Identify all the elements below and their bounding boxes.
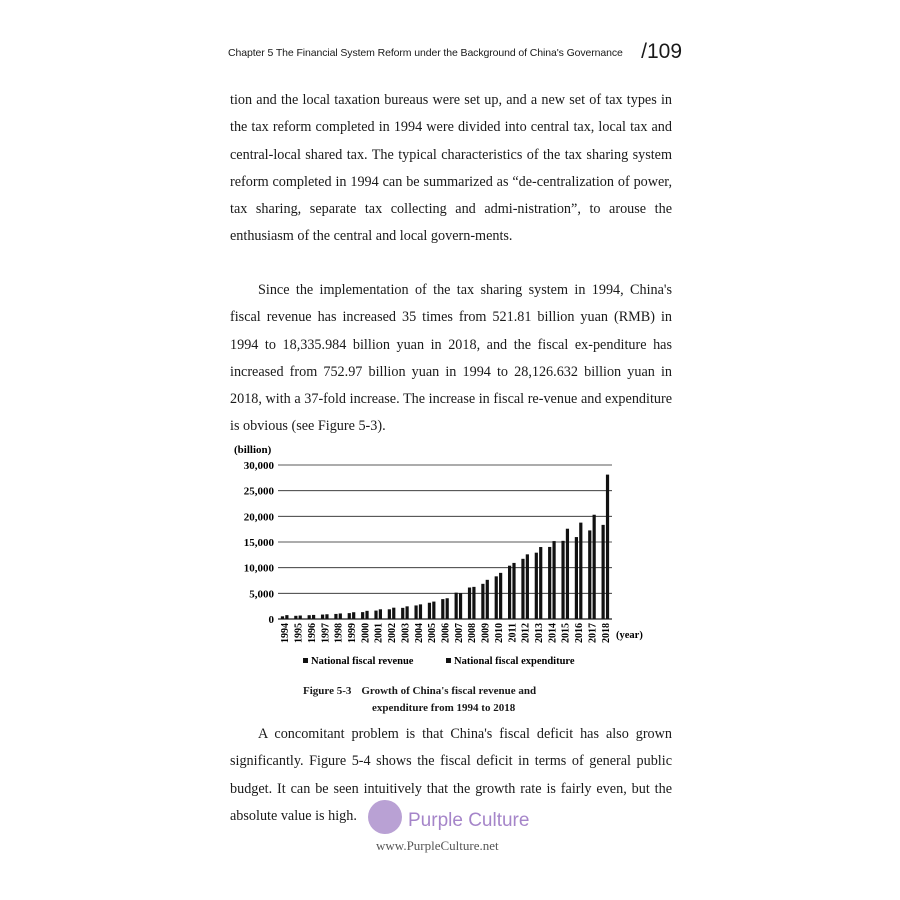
x-tick-label: 2001 (373, 623, 385, 643)
bar-revenue (361, 612, 364, 619)
bar-expenditure (419, 604, 422, 619)
bar-expenditure (406, 606, 409, 619)
watermark-url: www.PurpleCulture.net (376, 838, 499, 853)
bar-revenue (441, 599, 444, 619)
bar-revenue (455, 593, 458, 619)
bar-expenditure (325, 614, 328, 619)
bar-revenue (281, 616, 284, 619)
x-tick-label: 1996 (306, 623, 318, 643)
bar-revenue (521, 559, 524, 619)
bar-revenue (481, 584, 484, 619)
watermark (368, 800, 568, 860)
x-axis-label: (year) (616, 630, 643, 641)
bar-revenue (414, 605, 417, 619)
bar-expenditure (339, 613, 342, 619)
x-tick-label: 2009 (480, 623, 492, 643)
bar-revenue (561, 541, 564, 619)
bar-revenue (321, 615, 324, 619)
x-tick-label: 2017 (587, 623, 599, 643)
bar-expenditure (379, 609, 382, 619)
y-tick-label: 10,000 (243, 562, 274, 575)
x-tick-label: 2003 (400, 623, 412, 643)
figure-number: Figure 5-3 (303, 685, 352, 697)
x-tick-label: 2002 (387, 623, 399, 643)
x-tick-label: 1998 (333, 623, 345, 643)
x-tick-label: 2006 (440, 623, 452, 643)
bar-revenue (588, 530, 591, 619)
paragraph-1: tion and the local taxation bureaus were set up, and a new set of tax types in the tax reform completed in 1994 were divided into central tax, local tax and central-local shared tax. The typical characteristics of the tax sharing system reform completed in 1994 can be summarized as “de-centralization of power, tax sharing, separate tax collecting and admi-nistration”, to arouse the enthusiasm of the central and local govern-ments. (230, 92, 672, 245)
bar-expenditure (352, 612, 355, 619)
bar-revenue (548, 547, 551, 619)
bar-expenditure (566, 529, 569, 619)
y-axis-label: (billion) (234, 444, 272, 456)
watermark-brand: Purple Culture (408, 810, 530, 831)
x-tick-label: 2013 (534, 623, 546, 643)
x-tick-label: 2005 (427, 623, 439, 643)
y-tick-label: 0 (268, 614, 274, 626)
bar-expenditure (606, 475, 609, 619)
bar-expenditure (472, 587, 475, 619)
bar-revenue (334, 614, 337, 619)
x-tick-label: 2000 (360, 623, 372, 643)
bar-revenue (428, 603, 431, 619)
bar-revenue (468, 588, 471, 619)
x-tick-label: 2008 (467, 623, 479, 643)
bar-expenditure (526, 554, 529, 619)
caption-line-1: Growth of China's fiscal revenue and (361, 685, 537, 697)
bar-expenditure (499, 573, 502, 619)
x-tick-label: 1995 (293, 623, 305, 643)
x-tick-label: 1999 (346, 623, 358, 643)
bar-expenditure (486, 580, 489, 619)
bar-expenditure (552, 541, 555, 619)
bar-expenditure (459, 593, 462, 619)
legend-swatch-revenue (303, 658, 308, 663)
paragraph-3: A concomitant problem is that China's fiscal deficit has also grown significantly. Figure 5-4 shows the fiscal deficit in terms of general public budget. It can be seen intuitively that the growth rate is fairly even, but the absolute value is high. (230, 726, 672, 824)
legend-swatch-expenditure (446, 658, 451, 663)
bar-revenue (401, 608, 404, 619)
bar-expenditure (365, 611, 368, 619)
y-tick-label: 25,000 (243, 485, 274, 498)
bar-expenditure (593, 515, 596, 619)
bar-expenditure (446, 598, 449, 619)
figure-5-3-chart (228, 440, 648, 675)
figure-caption (303, 683, 603, 717)
bar-revenue (602, 525, 605, 619)
y-tick-label: 5,000 (249, 588, 274, 601)
x-tick-label: 2010 (493, 623, 505, 643)
x-tick-label: 2012 (520, 623, 532, 643)
bar-expenditure (579, 523, 582, 619)
y-tick-label: 20,000 (243, 511, 274, 524)
bar-expenditure (392, 608, 395, 619)
legend (303, 656, 575, 667)
x-tick-label: 2018 (600, 623, 612, 643)
caption-line-2: expenditure from 1994 to 2018 (372, 702, 516, 714)
bar-expenditure (285, 615, 288, 619)
bar-expenditure (312, 615, 315, 619)
bar-expenditure (432, 602, 435, 619)
bar-revenue (374, 611, 377, 619)
bar-revenue (308, 615, 311, 619)
x-tick-label: 2015 (560, 623, 572, 643)
x-tick-label: 1994 (280, 623, 292, 643)
x-tick-label: 2007 (453, 623, 465, 643)
bar-revenue (348, 613, 351, 619)
chapter-title: Chapter 5 The Financial System Reform under the Background of China's Governance (228, 47, 623, 59)
x-tick-label: 2016 (574, 623, 586, 643)
bar-revenue (294, 616, 297, 619)
running-header (228, 40, 688, 66)
bar-chart (228, 440, 648, 675)
bar-expenditure (299, 615, 302, 619)
bar-revenue (535, 553, 538, 619)
x-tick-label: 2011 (507, 623, 519, 643)
legend-label-expenditure: National fiscal expenditure (454, 656, 575, 667)
legend-label-revenue: National fiscal revenue (311, 656, 414, 667)
y-tick-label: 30,000 (243, 460, 274, 472)
x-tick-label: 1997 (320, 623, 332, 643)
paragraph-2: Since the implementation of the tax sharing system in 1994, China's fiscal revenue has increased 35 times from 521.81 billion yuan (RMB) in 1994 to 18,335.984 billion yuan in 2018, and the fiscal ex-penditure has increased from 752.97 billion yuan in 1994 to 28,126.632 billion yuan in 2018, with a 37-fold increase. The increase in fiscal re-venue and expenditure is obvious (see Figure 5-3). (230, 282, 672, 435)
bar-revenue (508, 566, 511, 619)
x-tick-label: 2004 (413, 623, 425, 643)
bar-revenue (575, 537, 578, 619)
bar-revenue (388, 609, 391, 619)
purple-culture-logo-icon (368, 800, 402, 834)
x-tick-label: 2014 (547, 623, 559, 643)
bar-revenue (495, 576, 498, 619)
bar-expenditure (539, 547, 542, 619)
page-number: /109 (641, 40, 682, 63)
bar-expenditure (512, 563, 515, 619)
y-tick-label: 15,000 (243, 537, 274, 549)
